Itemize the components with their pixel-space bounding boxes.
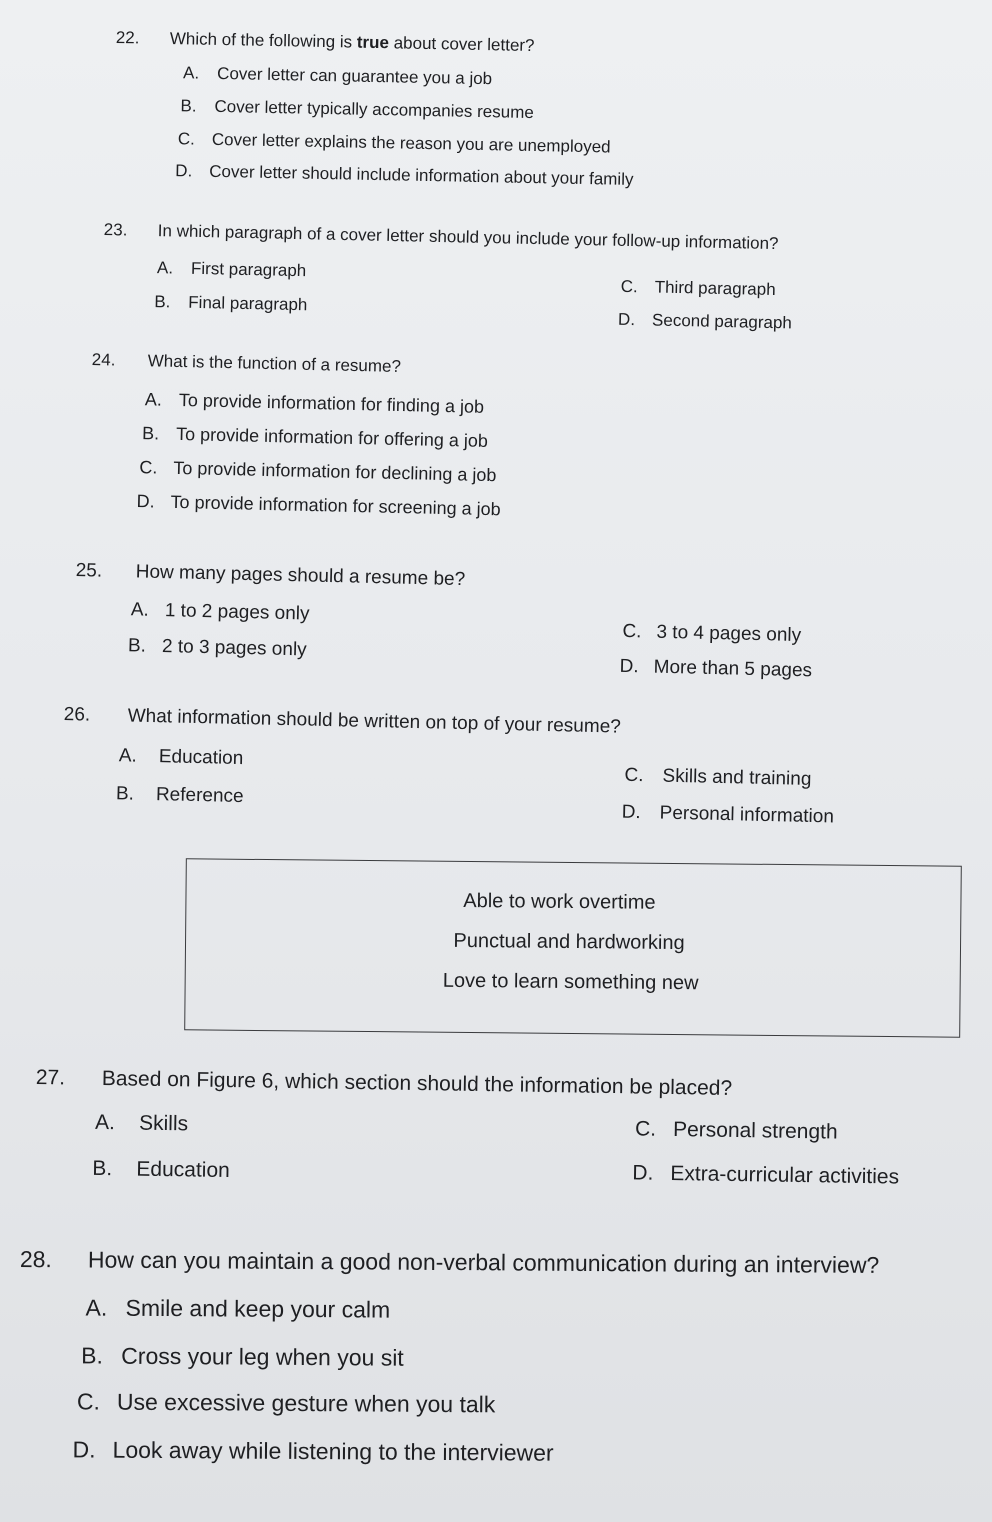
question-text: Which of the following is true about cover letter? <box>169 29 535 56</box>
option-d: D. More than 5 pages <box>619 655 813 682</box>
option-b: B. Cross your leg when you sit <box>81 1342 404 1371</box>
figure-6-box <box>184 858 962 1037</box>
option-c: C. Use excessive gesture when you talk <box>76 1388 496 1418</box>
option-a: A. Smile and keep your calm <box>85 1294 391 1323</box>
option-d: D. Look away while listening to the interviewer <box>72 1436 554 1466</box>
question-number: 25. <box>75 560 103 582</box>
question-26 <box>61 704 964 854</box>
option-c: C. Third paragraph <box>620 276 776 300</box>
question-number: 23. <box>103 220 128 240</box>
option-a: A. Education <box>118 745 244 770</box>
option-a: A. To provide information for finding a job <box>144 389 485 417</box>
option-d: D. Extra-curricular activities <box>632 1161 900 1189</box>
question-text: Based on Figure 6, which section should the information be placed? <box>101 1067 733 1100</box>
option-a: A. First paragraph <box>156 258 307 281</box>
question-text: How many pages should a resume be? <box>135 561 466 591</box>
option-b: B. Reference <box>115 783 244 808</box>
question-text: What information should be written on top of your resume? <box>127 705 622 738</box>
question-27 <box>34 1066 956 1200</box>
option-a: A. Skills <box>94 1110 189 1136</box>
option-b: B. To provide information for offering a job <box>141 423 489 452</box>
question-number: 24. <box>91 350 116 370</box>
question-number: 22. <box>115 28 140 48</box>
question-text: In which paragraph of a cover letter should you include your follow-up information? <box>157 221 779 254</box>
figure-line: Able to work overtime <box>463 889 656 914</box>
option-c: C. Personal strength <box>634 1117 838 1144</box>
question-number: 26. <box>63 704 91 726</box>
option-d: D. Cover letter should include information about your family <box>175 161 634 189</box>
figure-line: Love to learn something new <box>442 969 699 995</box>
option-d: D. Personal information <box>621 801 835 828</box>
option-d: D. Second paragraph <box>617 309 793 333</box>
option-b: B. 2 to 3 pages only <box>127 635 307 661</box>
question-text: What is the function of a resume? <box>147 351 402 377</box>
option-c: C. Cover letter explains the reason you are unemployed <box>177 129 611 157</box>
option-c: C. 3 to 4 pages only <box>622 620 802 647</box>
option-d: D. To provide information for screening a job <box>136 491 501 520</box>
question-number: 27. <box>35 1066 66 1090</box>
question-text: How can you maintain a good non-verbal communication during an interview? <box>87 1246 880 1278</box>
question-22 <box>113 28 976 219</box>
figure-line: Punctual and hardworking <box>453 929 685 955</box>
option-b: B. Education <box>92 1156 230 1183</box>
question-number: 28. <box>19 1246 52 1273</box>
option-a: A. 1 to 2 pages only <box>130 599 310 625</box>
question-28 <box>18 1246 960 1483</box>
option-c: C. Skills and training <box>624 764 812 790</box>
option-a: A. Cover letter can guarantee you a job <box>182 63 493 89</box>
question-24 <box>88 350 792 546</box>
option-b: B. Cover letter typically accompanies resume <box>180 96 534 123</box>
question-25 <box>73 560 956 701</box>
option-c: C. To provide information for declining a job <box>139 457 497 486</box>
option-b: B. Final paragraph <box>154 292 308 315</box>
question-23 <box>101 220 983 358</box>
